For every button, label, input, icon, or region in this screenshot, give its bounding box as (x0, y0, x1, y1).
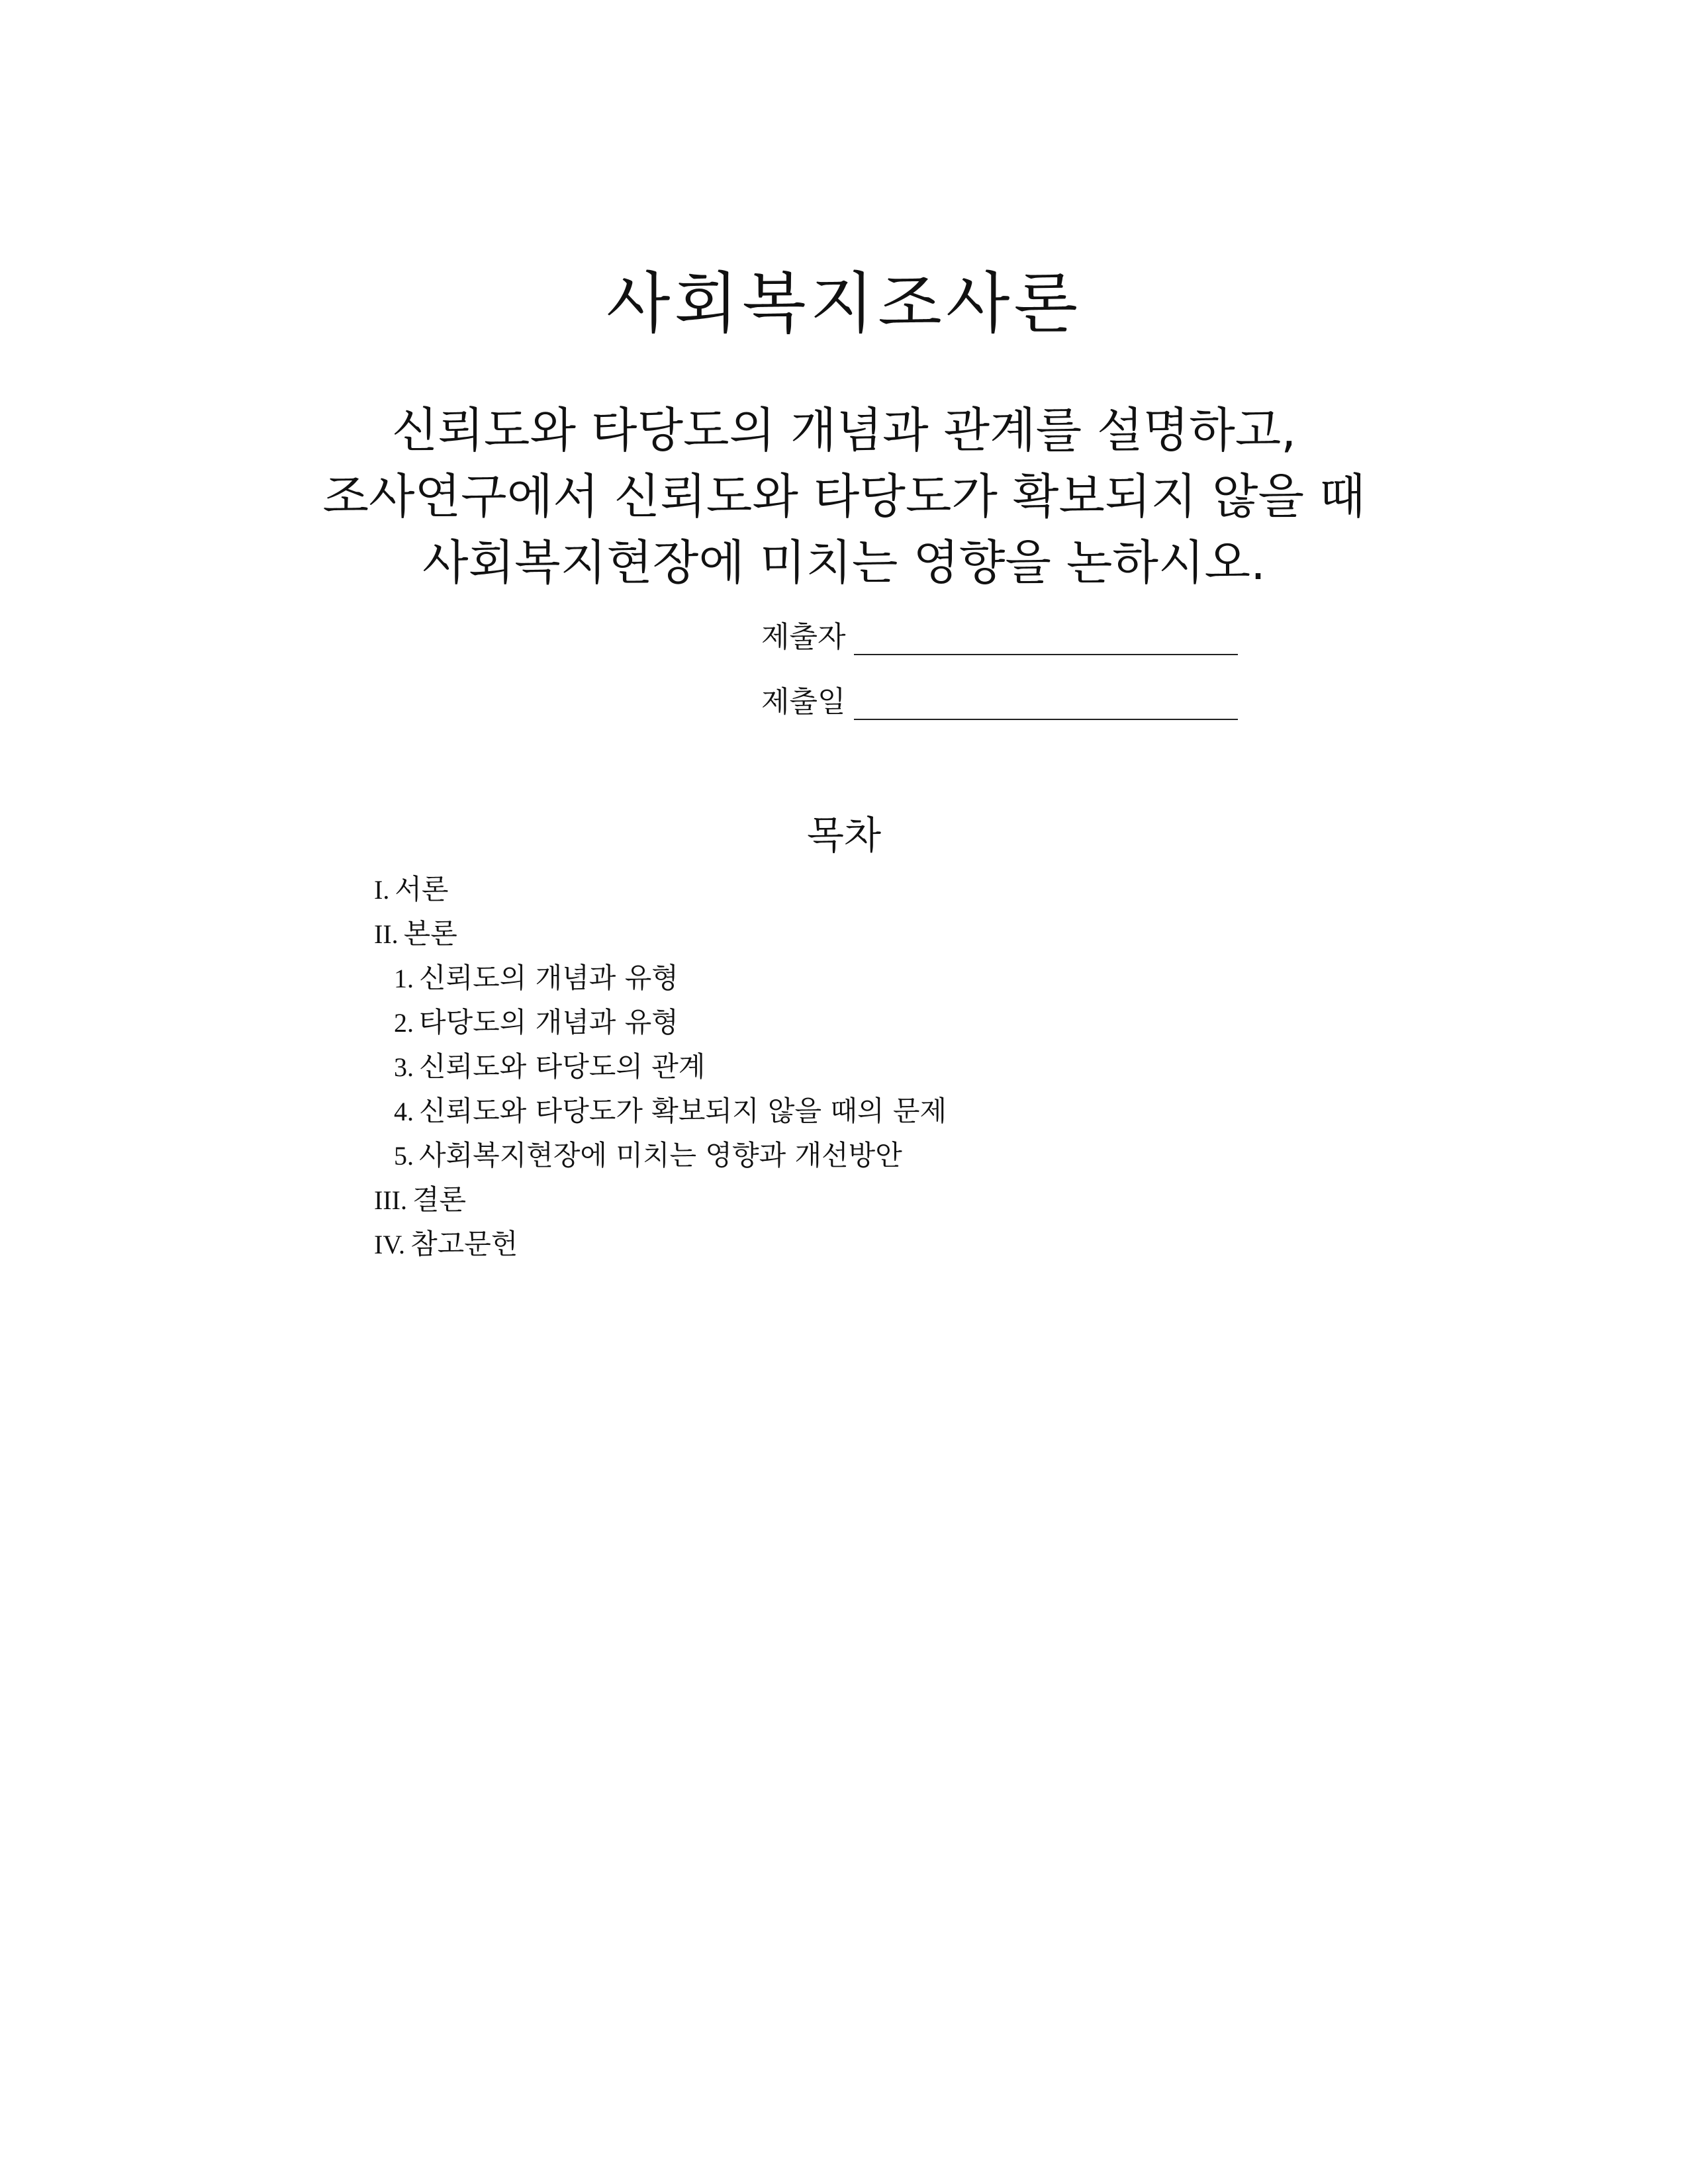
toc-item-number: II. (374, 919, 399, 949)
toc-item-number: IV. (374, 1230, 406, 1259)
toc-title: 목차 (806, 813, 882, 858)
submitter-blank-line (854, 621, 1238, 655)
toc-item-number: 3. (394, 1052, 414, 1082)
date-blank-line (854, 686, 1238, 720)
toc-item (374, 911, 1367, 956)
date-field (761, 674, 1238, 720)
toc-item-number: 4. (394, 1097, 414, 1126)
toc-subitem (374, 1133, 1367, 1177)
toc-item-number: 5. (394, 1141, 414, 1171)
toc-item-label: 서론 (395, 873, 449, 905)
date-label: 제출일 (761, 685, 846, 719)
toc-item-label: 사회복지현장에 미치는 영향과 개선방안 (419, 1139, 902, 1171)
toc-item-label: 타당도의 개념과 유형 (419, 1006, 679, 1038)
toc-item-label: 결론 (412, 1183, 467, 1216)
toc-item-number: 2. (394, 1008, 414, 1038)
topic-line: 사회복지현장에 미치는 영향을 논하시오. (422, 535, 1266, 590)
toc-item-label: 신뢰도와 타당도의 관계 (419, 1050, 706, 1083)
table-of-contents (374, 867, 1367, 1266)
submitter-label: 제출자 (761, 620, 846, 654)
toc-subitem (374, 1044, 1367, 1089)
toc-item-label: 참고문헌 (410, 1228, 518, 1260)
toc-subitem (374, 1000, 1367, 1044)
toc-item-label: 본론 (403, 917, 457, 950)
toc-subitem (374, 1089, 1367, 1133)
toc-item-label: 신뢰도의 개념과 유형 (419, 962, 679, 994)
assignment-topic (0, 397, 1688, 596)
toc-item (374, 867, 1367, 911)
toc-item-number: 1. (394, 964, 414, 993)
toc-item-number: III. (374, 1185, 407, 1215)
toc-subitem (374, 956, 1367, 1000)
toc-item (374, 1177, 1367, 1222)
topic-line: 신뢰도와 타당도의 개념과 관계를 설명하고, (391, 402, 1297, 458)
submitter-field (761, 609, 1238, 655)
topic-line: 조사연구에서 신뢰도와 타당도가 확보되지 않을 때 (322, 469, 1366, 524)
toc-item (374, 1222, 1367, 1266)
course-title: 사회복지조사론 (606, 265, 1082, 342)
toc-item-number: I. (374, 875, 390, 905)
toc-item-label: 신뢰도와 타당도가 확보되지 않을 때의 문제 (419, 1095, 947, 1127)
